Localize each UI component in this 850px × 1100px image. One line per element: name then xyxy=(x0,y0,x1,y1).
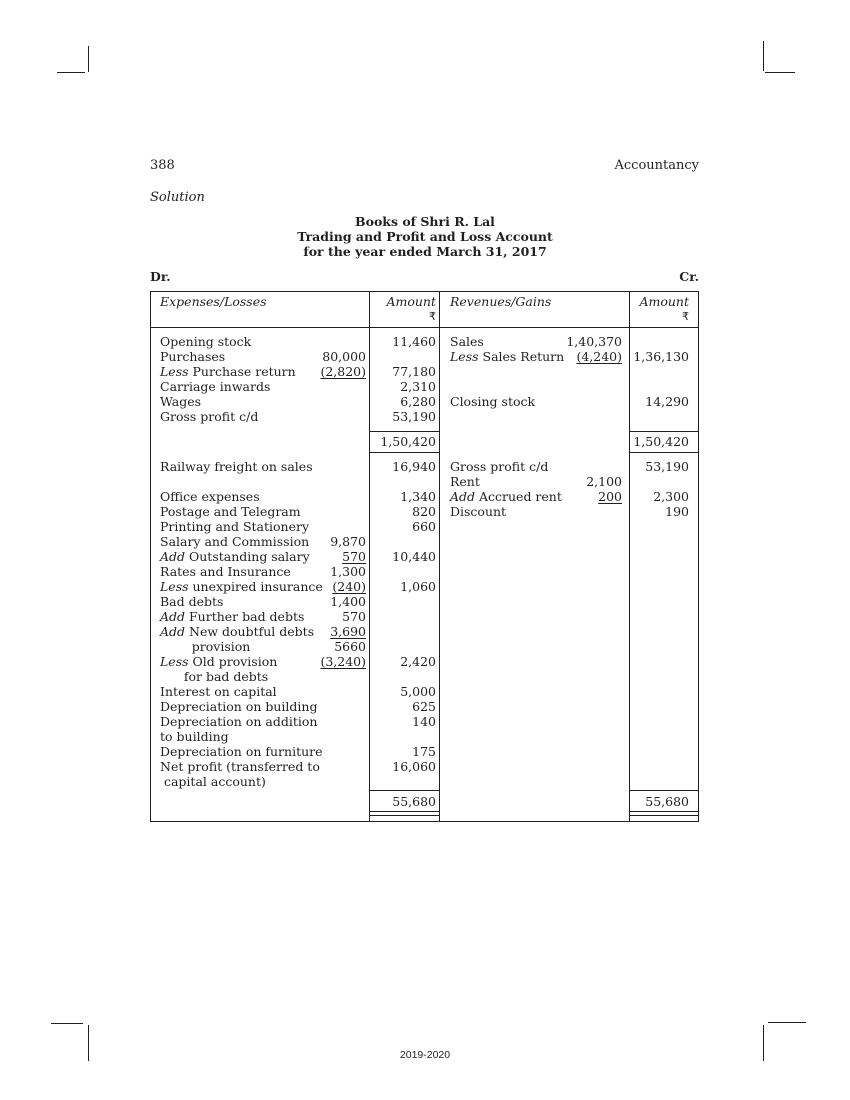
credit-item-amount: 53,190 xyxy=(645,459,689,474)
debit-item-subamount: 80,000 xyxy=(322,349,366,364)
column-rule xyxy=(629,292,630,821)
credit-item-amount: 14,290 xyxy=(645,394,689,409)
total-double-rule xyxy=(369,815,439,816)
item-text: Net profit (transferred to xyxy=(160,759,320,774)
item-prefix: Add xyxy=(160,609,186,624)
book-title: Books of Shri R. Lal xyxy=(355,214,495,229)
credit-item-label xyxy=(450,459,548,474)
item-text: Postage and Telegram xyxy=(160,504,301,519)
debit-item-amount: 2,310 xyxy=(400,379,436,394)
total-rule xyxy=(369,790,439,791)
total-rule xyxy=(369,431,439,432)
debit-item-label xyxy=(160,669,268,684)
crop-mark xyxy=(88,46,89,72)
item-prefix: Add xyxy=(450,489,476,504)
debit-item-amount: 5,000 xyxy=(400,684,436,699)
credit-item-label xyxy=(450,489,562,504)
item-text: Purchases xyxy=(160,349,226,364)
total-rule xyxy=(629,452,698,453)
debit-item-label xyxy=(160,334,251,349)
debit-item-label xyxy=(160,729,229,744)
item-text: Purchase return xyxy=(188,364,296,379)
debit-item-amount: 16,940 xyxy=(392,459,436,474)
account-title: Trading and Profit and Loss Account xyxy=(297,229,553,244)
total-rule xyxy=(629,431,698,432)
total-rule xyxy=(629,811,698,812)
debit-item-label xyxy=(160,579,323,594)
total-rule xyxy=(629,790,698,791)
item-prefix: Less xyxy=(450,349,479,364)
item-prefix: Less xyxy=(160,364,189,379)
credit-item-label xyxy=(450,334,484,349)
header-expenses: Expenses/Losses xyxy=(160,294,267,309)
item-text: Sales xyxy=(450,334,484,349)
debit-item-amount: 175 xyxy=(412,744,436,759)
item-prefix: Add xyxy=(160,549,186,564)
debit-item-subamount: 570 xyxy=(342,549,366,564)
debit-item-label xyxy=(160,459,313,474)
item-text: capital account) xyxy=(160,774,266,789)
trading-credit-total: 1,50,420 xyxy=(633,434,689,449)
item-text: Discount xyxy=(450,504,507,519)
debit-item-amount: 77,180 xyxy=(392,364,436,379)
crop-mark xyxy=(765,72,795,73)
item-text: Printing and Stationery xyxy=(160,519,310,534)
debit-item-label xyxy=(160,409,258,424)
debit-item-amount: 53,190 xyxy=(392,409,436,424)
total-rule xyxy=(369,452,439,453)
crop-mark xyxy=(51,1023,83,1024)
credit-item-amount: 190 xyxy=(665,504,689,519)
item-text: Opening stock xyxy=(160,334,252,349)
trading-pl-account-table xyxy=(150,291,699,822)
debit-item-label xyxy=(160,349,225,364)
debit-item-label xyxy=(160,654,277,669)
debit-item-label xyxy=(160,504,301,519)
debit-side-label: Dr. xyxy=(150,269,171,284)
credit-item-amount: 2,300 xyxy=(653,489,689,504)
debit-item-label xyxy=(160,594,223,609)
credit-item-subamount: (4,240) xyxy=(576,349,622,364)
debit-item-label xyxy=(160,364,296,379)
credit-item-amount: 1,36,130 xyxy=(633,349,689,364)
item-text: Depreciation on furniture xyxy=(160,744,323,759)
debit-item-amount: 660 xyxy=(412,519,436,534)
credit-item-label xyxy=(450,349,564,364)
item-text: Interest on capital xyxy=(160,684,277,699)
rupee-icon: ₹ xyxy=(429,310,436,323)
header-rule xyxy=(151,327,698,328)
item-text: Railway freight on sales xyxy=(160,459,313,474)
debit-item-label xyxy=(160,759,320,774)
item-text: Salary and Commission xyxy=(160,534,310,549)
crop-mark xyxy=(57,72,85,73)
debit-item-subamount: 3,690 xyxy=(330,624,366,639)
solution-label: Solution xyxy=(150,190,205,205)
debit-item-amount: 6,280 xyxy=(400,394,436,409)
debit-item-subamount: 5660 xyxy=(334,639,366,654)
item-text: Accrued rent xyxy=(475,489,562,504)
debit-item-subamount: (3,240) xyxy=(320,654,366,669)
debit-item-subamount: (240) xyxy=(332,579,366,594)
period-title: for the year ended March 31, 2017 xyxy=(303,244,547,259)
debit-item-label xyxy=(160,684,277,699)
debit-item-label xyxy=(160,609,304,624)
debit-item-label xyxy=(160,379,270,394)
rupee-icon: ₹ xyxy=(682,310,689,323)
item-text: Gross profit c/d xyxy=(450,459,549,474)
footer-year: 2019-2020 xyxy=(399,1049,451,1061)
column-rule xyxy=(439,292,440,821)
item-text: New doubtful debts xyxy=(185,624,315,639)
debit-item-subamount: 1,300 xyxy=(330,564,366,579)
debit-item-label xyxy=(160,624,314,639)
debit-item-amount: 140 xyxy=(412,714,436,729)
item-text: Carriage inwards xyxy=(160,379,271,394)
pl-credit-total: 55,680 xyxy=(645,794,689,809)
credit-item-label xyxy=(450,474,480,489)
debit-item-subamount: 9,870 xyxy=(330,534,366,549)
item-text: unexpired insurance xyxy=(188,579,323,594)
item-text: Depreciation on building xyxy=(160,699,318,714)
debit-item-amount: 16,060 xyxy=(392,759,436,774)
debit-item-label xyxy=(160,534,309,549)
item-text: Outstanding salary xyxy=(185,549,310,564)
item-text: Sales Return xyxy=(478,349,565,364)
total-rule xyxy=(369,811,439,812)
debit-item-label xyxy=(160,714,317,729)
item-text: Further bad debts xyxy=(185,609,305,624)
item-text: Wages xyxy=(160,394,202,409)
debit-item-label xyxy=(160,699,317,714)
page-number: 388 xyxy=(150,158,175,173)
trading-debit-total: 1,50,420 xyxy=(380,434,436,449)
item-text: Closing stock xyxy=(450,394,536,409)
item-text: Gross profit c/d xyxy=(160,409,259,424)
running-head: Accountancy xyxy=(614,158,699,173)
debit-item-subamount: 570 xyxy=(342,609,366,624)
item-text: Rent xyxy=(450,474,480,489)
debit-item-amount: 2,420 xyxy=(400,654,436,669)
header-revenues: Revenues/Gains xyxy=(450,294,552,309)
credit-item-label xyxy=(450,504,506,519)
header-left-amount: Amount xyxy=(386,294,436,309)
debit-item-amount: 625 xyxy=(412,699,436,714)
item-text: to building xyxy=(160,729,229,744)
debit-item-label xyxy=(160,744,323,759)
credit-item-label xyxy=(450,394,535,409)
credit-item-subamount: 200 xyxy=(598,489,622,504)
debit-item-label xyxy=(160,774,266,789)
debit-item-label xyxy=(160,549,310,564)
crop-mark xyxy=(763,41,764,71)
item-text: Office expenses xyxy=(160,489,260,504)
total-double-rule xyxy=(629,815,698,816)
debit-item-label xyxy=(160,394,201,409)
item-text: Depreciation on addition xyxy=(160,714,318,729)
pl-debit-total: 55,680 xyxy=(392,794,436,809)
item-prefix: Less xyxy=(160,579,189,594)
debit-item-label xyxy=(160,564,291,579)
debit-item-label xyxy=(160,519,309,534)
crop-mark xyxy=(768,1022,806,1023)
debit-item-amount: 820 xyxy=(412,504,436,519)
debit-item-amount: 1,060 xyxy=(400,579,436,594)
debit-item-amount: 1,340 xyxy=(400,489,436,504)
item-text: Old provision xyxy=(188,654,278,669)
debit-item-label xyxy=(160,639,250,654)
debit-item-amount: 10,440 xyxy=(392,549,436,564)
item-prefix: Less xyxy=(160,654,189,669)
credit-item-subamount: 1,40,370 xyxy=(566,334,622,349)
credit-item-subamount: 2,100 xyxy=(586,474,622,489)
item-text: for bad debts xyxy=(160,669,269,684)
debit-item-subamount: 1,400 xyxy=(330,594,366,609)
item-text: Bad debts xyxy=(160,594,224,609)
item-prefix: Add xyxy=(160,624,186,639)
header-right-amount: Amount xyxy=(639,294,689,309)
credit-side-label: Cr. xyxy=(679,269,699,284)
item-text: provision xyxy=(160,639,251,654)
debit-item-label xyxy=(160,489,260,504)
debit-item-amount: 11,460 xyxy=(392,334,436,349)
debit-item-subamount: (2,820) xyxy=(320,364,366,379)
item-text: Rates and Insurance xyxy=(160,564,291,579)
